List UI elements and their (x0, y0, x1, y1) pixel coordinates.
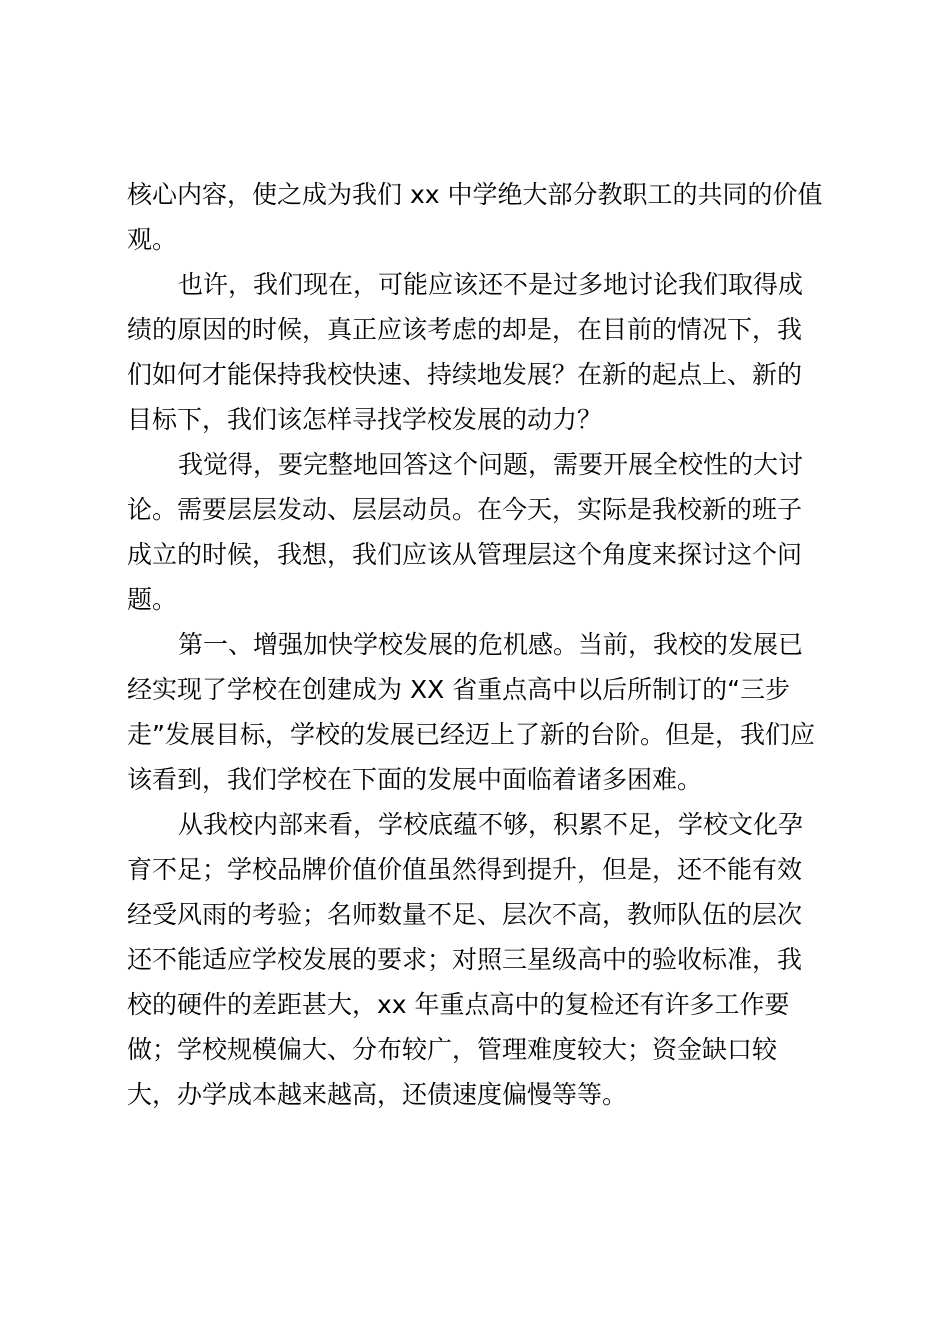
text-line: 走”发展目标，学校的发展已经迈上了新的台阶。但是，我们应 (127, 720, 815, 749)
text-line: 核心内容，使之成为我们 xx 中学绝大部分教职工的共同的价值 (127, 180, 823, 209)
text-line: 还不能适应学校发展的要求；对照三星级高中的验收标准，我 (127, 945, 803, 974)
text-line: 目标下，我们该怎样寻找学校发展的动力？ (127, 405, 603, 434)
paragraph-1 (127, 172, 833, 262)
text-line: 成立的时候，我想，我们应该从管理层这个角度来探讨这个问 (127, 540, 803, 569)
paragraph-3 (127, 442, 833, 622)
text-line: 论。需要层层发动、层层动员。在今天，实际是我校新的班子 (127, 495, 803, 524)
text-line: 观。 (127, 225, 178, 254)
text-line: 大，办学成本越来越高，还债速度偏慢等等。 (127, 1080, 628, 1109)
text-line: 绩的原因的时候，真正应该考虑的却是，在目前的情况下，我 (127, 315, 803, 344)
text-line: 育不足；学校品牌价值价值虽然得到提升，但是，还不能有效 (127, 855, 803, 884)
paragraph-2 (127, 262, 833, 442)
text-line: 第一、增强加快学校发展的危机感。当前，我校的发展已 (178, 630, 804, 659)
text-line: 从我校内部来看，学校底蕴不够，积累不足，学校文化孕 (178, 810, 804, 839)
text-line: 题。 (127, 585, 178, 614)
text-line: 也许，我们现在，可能应该还不是过多地讨论我们取得成 (178, 270, 804, 299)
text-line: 该看到，我们学校在下面的发展中面临着诸多困难。 (127, 765, 703, 794)
text-line: 经受风雨的考验；名师数量不足、层次不高，教师队伍的层次 (127, 900, 803, 929)
paragraph-4 (127, 622, 833, 802)
document-body (127, 172, 833, 1117)
text-line: 经实现了学校在创建成为 XX 省重点高中以后所制订的“三步 (127, 675, 791, 704)
paragraph-5 (127, 802, 833, 1117)
text-line: 们如何才能保持我校快速、持续地发展？在新的起点上、新的 (127, 360, 803, 389)
text-line: 做；学校规模偏大、分布较广，管理难度较大；资金缺口较 (127, 1035, 778, 1064)
text-line: 校的硬件的差距甚大，xx 年重点高中的复检还有许多工作要 (127, 990, 790, 1019)
text-line: 我觉得，要完整地回答这个问题，需要开展全校性的大讨 (178, 450, 804, 479)
